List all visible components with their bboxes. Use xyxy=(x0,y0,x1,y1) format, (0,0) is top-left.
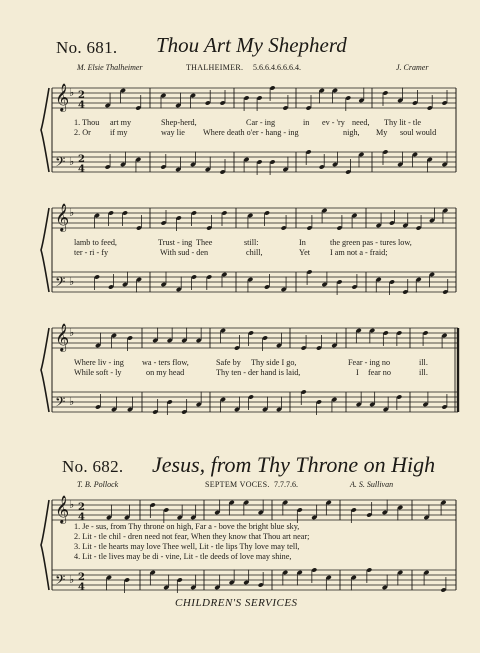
lyric-681-l2-v2-4: I am not a - fraid; xyxy=(330,248,388,257)
lyric-681-l3-v2-2: Thy ten - der hand is laid, xyxy=(216,368,301,377)
lyric-681-l2-v2-2: chill, xyxy=(246,248,263,257)
h682-system-1-bass-key-flat: ♭ xyxy=(69,573,75,586)
h681-system-2-brace xyxy=(41,208,49,292)
h681-system-1-treble-key-flat: ♭ xyxy=(69,86,75,99)
lyric-682-v4: 4. Lit - tle lives may be di - vine, Lit - tle deeds of love may shine, xyxy=(74,552,292,561)
h681-system-1-bass-time-bottom: 4 xyxy=(78,164,85,175)
hymn-681-composer: J. Cramer xyxy=(396,63,429,72)
lyric-681-l2-v1-2: Thee xyxy=(196,238,213,247)
lyric-681-l1-v1-1: art my xyxy=(110,118,132,127)
hymn-681-author: M. Elsie Thalheimer xyxy=(77,63,143,72)
lyric-681-l1-v2-5: My xyxy=(376,128,388,137)
h681-system-1-treble-time-bottom: 4 xyxy=(78,100,85,111)
lyric-681-l3-v2-3: I xyxy=(356,368,359,377)
lyric-681-l1-v1-3: Car - ing xyxy=(246,118,276,127)
lyric-681-l1-v1-2: Shep-herd, xyxy=(161,118,197,127)
h681-system-3-treble-clef: 𝄞 xyxy=(55,323,70,351)
h681-system-3-treble-key-flat: ♭ xyxy=(69,326,75,339)
hymn-681-meter: 5.6.6.4.6.6.6.4. xyxy=(253,63,301,72)
lyric-681-l2-v1-0: lamb to feed, xyxy=(74,238,117,247)
lyric-681-l3-v1-0: Where liv - ing xyxy=(74,358,124,367)
h681-system-1-treble-clef: 𝄞 xyxy=(55,83,70,111)
lyric-681-l2-v1-1: Trust - ing xyxy=(158,238,193,247)
h681-system-3-bass-clef: 𝄢 xyxy=(55,394,66,413)
hymn-681-title: Thou Art My Shepherd xyxy=(156,33,347,57)
h682-system-1-bass-time-top: 2 xyxy=(78,572,85,583)
lyric-681-l1-v2-0: 2. Or xyxy=(74,128,91,137)
lyric-681-l1-v1-5: ev - 'ry xyxy=(322,118,345,127)
h681-system-1-bass-time-top: 2 xyxy=(78,154,85,165)
page-footer: CHILDREN'S SERVICES xyxy=(175,597,298,609)
h682-system-1-brace xyxy=(41,500,49,590)
h682-system-1-bass-clef: 𝄢 xyxy=(55,572,66,591)
lyric-681-l3-v1-5: ill. xyxy=(419,358,428,367)
lyric-681-l2-v1-4: In xyxy=(299,238,306,247)
h682-system-1-treble-key-flat: ♭ xyxy=(69,498,75,511)
hymn-682-composer: A. S. Sullivan xyxy=(350,480,394,489)
lyric-681-l1-v2-6: soul would xyxy=(400,128,437,137)
hymn-682-title: Jesus, from Thy Throne on High xyxy=(152,452,436,477)
lyric-681-l1-v1-0: 1. Thou xyxy=(74,118,100,127)
h681-system-1-treble-time-top: 2 xyxy=(78,90,85,101)
h681-system-2-treble-key-flat: ♭ xyxy=(69,206,75,219)
lyric-682-v1: 1. Je - sus, from Thy throne on high, Far a - bove the bright blue sky, xyxy=(74,522,300,531)
h681-system-1-bass-clef: 𝄢 xyxy=(55,154,66,173)
lyric-681-l1-v1-4: in xyxy=(303,118,310,127)
h681-system-1-bass-key-flat: ♭ xyxy=(69,155,75,168)
lyric-681-l1-v1-6: need, xyxy=(352,118,370,127)
lyric-681-l1-v2-3: Where death o'er - hang - ing xyxy=(203,128,299,137)
lyric-681-l1-v2-4: nigh, xyxy=(343,128,360,137)
h682-system-1-bass-time-bottom: 4 xyxy=(78,582,85,593)
h681-system-2-bass-key-flat: ♭ xyxy=(69,275,75,288)
hymn-682-meter: 7.7.7.6. xyxy=(274,480,298,489)
h682-system-1-treble-clef: 𝄞 xyxy=(55,495,70,523)
lyric-682-v3: 3. Lit - tle hearts may love Thee well, Lit - tle lips Thy love may tell, xyxy=(74,542,300,551)
h681-system-3-brace xyxy=(41,328,49,412)
lyric-681-l3-v2-0: While soft - ly xyxy=(74,368,122,377)
h681-system-1-brace xyxy=(41,88,49,172)
h681-system-3-bass-key-flat: ♭ xyxy=(69,395,75,408)
lyric-681-l1-v2-2: way lie xyxy=(161,128,185,137)
lyric-681-l3-v1-1: wa - ters flow, xyxy=(142,358,189,367)
h682-system-1-treble-time-top: 2 xyxy=(78,502,85,513)
h681-system-2-bass-clef: 𝄢 xyxy=(55,274,66,293)
hymn-681-tune: THALHEIMER. xyxy=(186,63,244,72)
hymn-682-author: T. B. Pollock xyxy=(77,480,119,489)
lyric-681-l2-v1-3: still: xyxy=(244,238,259,247)
hymn-682-number: No. 682. xyxy=(62,457,124,476)
lyric-681-l3-v1-4: Fear - ing no xyxy=(348,358,391,367)
lyric-681-l2-v2-3: Yet xyxy=(299,248,311,257)
lyric-681-l3-v2-5: ill. xyxy=(419,368,428,377)
lyric-681-l2-v2-1: With sud - den xyxy=(160,248,209,257)
hymn-681-number: No. 681. xyxy=(56,38,118,57)
lyric-681-l3-v2-4: fear no xyxy=(368,368,391,377)
lyric-681-l1-v2-1: if my xyxy=(110,128,128,137)
lyric-681-l3-v1-3: Thy side I go, xyxy=(251,358,297,367)
lyric-681-l1-v1-7: Thy lit - tle xyxy=(384,118,422,127)
h681-system-2-treble-clef: 𝄞 xyxy=(55,203,70,231)
h682-system-1-treble-time-bottom: 4 xyxy=(78,512,85,523)
lyric-681-l2-v2-0: ter - ri - fy xyxy=(74,248,109,257)
lyric-682-v2: 2. Lit - tle chil - dren need not fear, When they know that Thou art near; xyxy=(74,532,310,541)
lyric-681-l2-v1-5: the green pas - tures low, xyxy=(330,238,412,247)
hymn-682-tune: SEPTEM VOCES. xyxy=(205,480,270,489)
lyric-681-l3-v1-2: Safe by xyxy=(216,358,241,367)
lyric-681-l3-v2-1: on my head xyxy=(146,368,185,377)
